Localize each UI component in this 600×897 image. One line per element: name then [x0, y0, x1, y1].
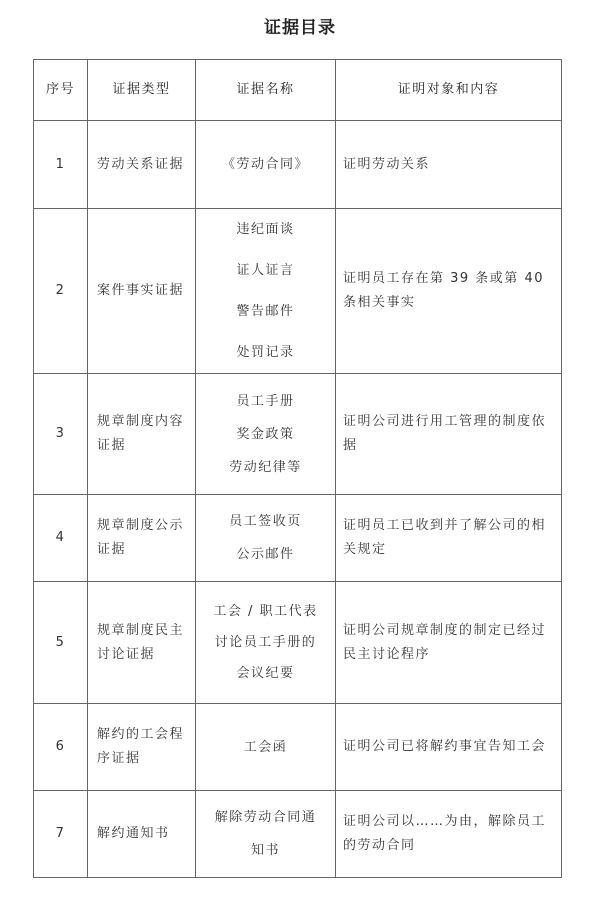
header-number: 序号: [34, 60, 88, 121]
evidence-name-line: 员工手册: [236, 393, 295, 409]
proof-content: 证明员工已收到并了解公司的相关规定: [336, 495, 562, 582]
evidence-name: [196, 209, 336, 374]
evidence-type: 规章制度民主讨论证据: [88, 582, 196, 704]
table-row: [34, 704, 562, 791]
row-number: 5: [34, 582, 88, 704]
evidence-type: 案件事实证据: [88, 209, 196, 374]
evidence-type: 劳动关系证据: [88, 121, 196, 209]
evidence-name-line: 会议纪要: [236, 666, 295, 681]
table-row: [34, 791, 562, 878]
evidence-type: 解约通知书: [88, 791, 196, 878]
proof-content: 证明公司进行用工管理的制度依据: [336, 374, 562, 495]
evidence-name-line: 警告邮件: [236, 304, 295, 319]
evidence-name: [196, 582, 336, 704]
evidence-name-line: 奖金政策: [236, 426, 295, 442]
evidence-name-line: 解除劳动合同通: [214, 810, 317, 825]
table-row: [34, 374, 562, 495]
evidence-name-line: 公示邮件: [236, 547, 295, 562]
evidence-table: [33, 59, 562, 878]
proof-content: 证明公司以……为由，解除员工的劳动合同: [336, 791, 562, 878]
evidence-name-line: 工会 / 职工代表: [213, 604, 318, 619]
evidence-name-line: 《劳动合同》: [221, 157, 309, 172]
evidence-name: [196, 791, 336, 878]
evidence-name: [196, 121, 336, 209]
proof-content: 证明公司已将解约事宜告知工会: [336, 704, 562, 791]
evidence-name-line: 员工签收页: [229, 514, 302, 529]
table-row: [34, 209, 562, 374]
evidence-name-line: 违纪面谈: [236, 222, 295, 237]
evidence-name-line: 证人证言: [236, 263, 295, 278]
header-evidence-name: 证据名称: [196, 60, 336, 121]
evidence-name: [196, 495, 336, 582]
row-number: 3: [34, 374, 88, 495]
row-number: 4: [34, 495, 88, 582]
row-number: 2: [34, 209, 88, 374]
evidence-name-line: 处罚记录: [236, 345, 295, 360]
proof-content: 证明公司规章制度的制定已经过民主讨论程序: [336, 582, 562, 704]
table-row: [34, 582, 562, 704]
evidence-name-line: 知书: [250, 843, 280, 858]
evidence-type: 解约的工会程序证据: [88, 704, 196, 791]
page-title: 证据目录: [264, 18, 336, 38]
proof-content: 证明员工存在第 39 条或第 40 条相关事实: [336, 209, 562, 374]
evidence-type: 规章制度公示证据: [88, 495, 196, 582]
row-number: 7: [34, 791, 88, 878]
evidence-name-line: 劳动纪律等: [229, 459, 302, 475]
row-number: 1: [34, 121, 88, 209]
evidence-name-line: 讨论员工手册的: [214, 635, 317, 650]
header-evidence-type: 证据类型: [88, 60, 196, 121]
header-proof-content: 证明对象和内容: [336, 60, 562, 121]
table-row: [34, 495, 562, 582]
table-row: [34, 121, 562, 209]
evidence-name: [196, 374, 336, 495]
proof-content: 证明劳动关系: [336, 121, 562, 209]
table-header-row: [34, 60, 562, 121]
evidence-name-line: 工会函: [243, 739, 288, 755]
evidence-name: [196, 704, 336, 791]
evidence-type: 规章制度内容证据: [88, 374, 196, 495]
row-number: 6: [34, 704, 88, 791]
